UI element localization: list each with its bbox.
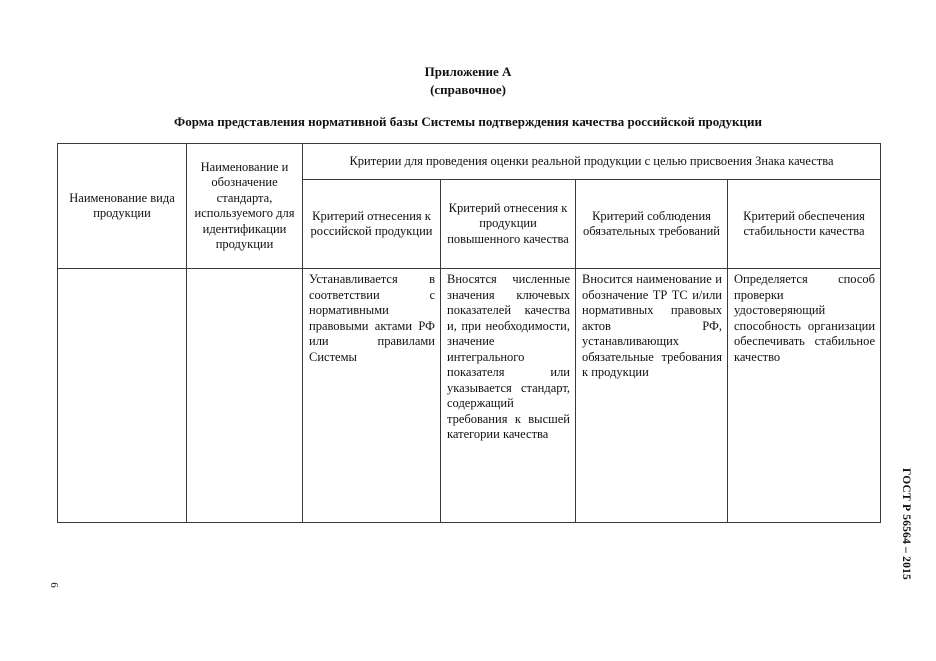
standard-code: ГОСТ Р 56564 – 2015 xyxy=(900,468,912,580)
appendix-title: Приложение А xyxy=(424,64,512,79)
header-criterion-high-quality: Критерий отнесения к продукции повышенного качества xyxy=(441,180,576,269)
cell-standard xyxy=(187,269,303,523)
cell-criterion-stability: Определяется способ проверки удостоверяющий способность организации обеспечивать стабильное качество xyxy=(728,269,881,523)
cell-criterion-russian: Устанавливается в соответствии с нормативными правовыми актами РФ или правилами Системы xyxy=(303,269,441,523)
cell-criterion-mandatory: Вносится наименование и обозначение ТР ТС и/или нормативных правовых актов РФ, устанавливающих обязательные требования к продукции xyxy=(576,269,728,523)
header-standard: Наименование и обозначение стандарта, используемого для идентификации продукции xyxy=(187,144,303,269)
form-title: Форма представления нормативной базы Системы подтверждения качества российской продукции xyxy=(174,114,762,129)
criteria-table xyxy=(57,143,881,523)
page-number: 6 xyxy=(47,582,60,588)
cell-criterion-high-quality: Вносятся численные значения ключевых показателей качества и, при необходимости, значение интегрального показателя или указывается стандарт, содержащий требования к высшей категории качества xyxy=(441,269,576,523)
table-row xyxy=(58,269,881,523)
header-criterion-russian: Критерий отнесения к российской продукции xyxy=(303,180,441,269)
cell-product-type xyxy=(58,269,187,523)
header-product-type: Наименование вида продукции xyxy=(58,144,187,269)
header-criterion-mandatory: Критерий соблюдения обязательных требований xyxy=(576,180,728,269)
appendix-subtitle: (справочное) xyxy=(430,82,506,97)
header-criterion-stability: Критерий обеспечения стабильности качества xyxy=(728,180,881,269)
header-criteria-group: Критерии для проведения оценки реальной продукции с целью присвоения Знака качества xyxy=(303,144,881,180)
